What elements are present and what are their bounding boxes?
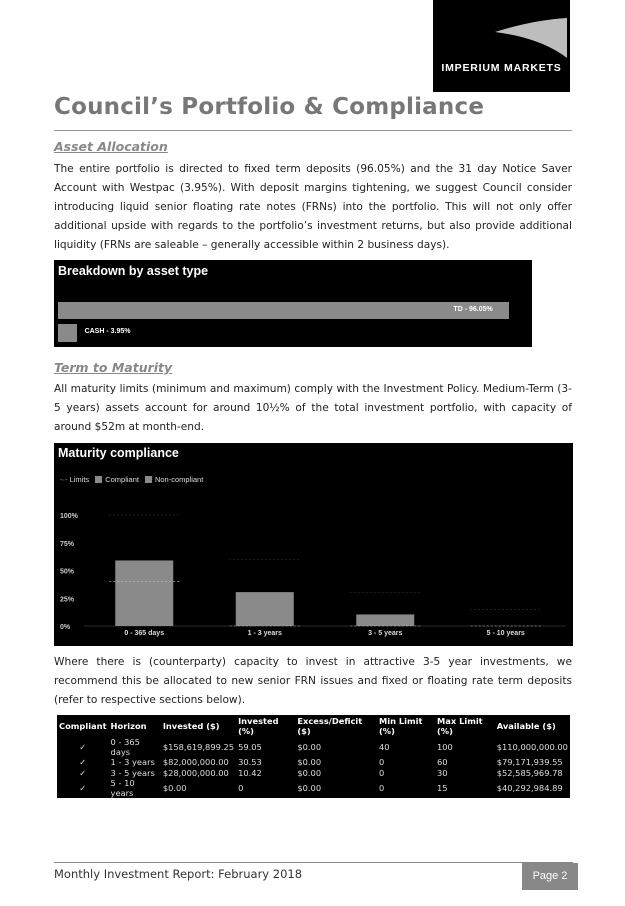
table-cell: 60: [436, 757, 448, 768]
table-cell: 0: [378, 757, 385, 768]
legend-limits: -·- Limits: [60, 475, 90, 484]
compliant-check-icon: ✓: [79, 757, 87, 768]
table-cell: 30: [436, 767, 448, 778]
table-cell: 30.53: [238, 757, 262, 768]
table-cell: $0.00: [162, 783, 187, 793]
compliant-check-icon: ✓: [79, 783, 87, 793]
table-row: [57, 778, 570, 798]
x-tick-label: 5 - 10 years: [486, 630, 525, 637]
imperium-markets-logo: [433, 0, 570, 92]
table-cell: 0 - 365 days: [110, 737, 140, 757]
page-title: Council’s Portfolio & Compliance: [54, 94, 485, 120]
title-divider: [54, 130, 572, 131]
table-cell: 1 - 3 years: [110, 757, 155, 768]
table-cell: 0: [238, 783, 244, 793]
legend-compliant: Compliant: [95, 475, 139, 484]
table-row: [57, 768, 570, 779]
table-header-cell: Min Limit (%): [378, 716, 423, 736]
table-header-cell: Invested (%): [238, 716, 279, 736]
table-cell: 15: [436, 783, 448, 793]
table-cell: 3 - 5 years: [110, 767, 155, 778]
x-tick-label: 1 - 3 years: [247, 630, 282, 637]
asset-bar-cash: [58, 324, 77, 342]
table-header-cell: Horizon: [110, 721, 147, 731]
table-header-cell: Max Limit (%): [436, 716, 483, 736]
maturity-compliance-chart: [54, 443, 573, 646]
table-cell: $158,619,899.25: [162, 742, 235, 752]
maturity-chart-title: Maturity compliance: [58, 446, 179, 460]
footer-divider: [54, 862, 573, 863]
table-cell: $52,585,969.78: [496, 767, 563, 778]
table-cell: 59.05: [238, 742, 262, 752]
table-row: [57, 737, 570, 757]
table-cell: 40: [378, 742, 390, 752]
table-header-cell: Invested ($): [162, 721, 220, 731]
y-tick-label: 25%: [60, 596, 75, 604]
asset-allocation-heading: Asset Allocation: [54, 139, 168, 154]
table-cell: $40,292,984.89: [496, 783, 563, 793]
compliant-check-icon: ✓: [79, 767, 87, 778]
compliant-check-icon: ✓: [79, 742, 87, 752]
maturity-bar: [236, 592, 294, 626]
table-cell: $0.00: [297, 783, 322, 793]
asset-allocation-paragraph: The entire portfolio is directed to fixed term deposits (96.05%) and the 31 day Notice Saver Account with Westpac (3.95%). With deposit margins tightening, we suggest Council consider introducing liquid senior floating rate notes (FRNs) into the portfolio. This will not only offer additional upside with regards to the portfolio’s investment returns, but also provide additional liquidity (FRNs are saleable – generally accessible within 2 business days).: [54, 163, 572, 251]
table-cell: 100: [436, 742, 453, 752]
legend-non-compliant: Non-compliant: [145, 475, 203, 484]
logo-swoosh-icon: [433, 0, 570, 92]
table-header-cell: Compliant: [59, 721, 107, 731]
table-cell: $82,000,000.00: [162, 757, 229, 768]
table-cell: 0: [378, 767, 385, 778]
table-cell: $0.00: [297, 757, 322, 768]
term-to-maturity-paragraph: All maturity limits (minimum and maximum) comply with the Investment Policy. Medium-Term (3-5 years) assets account for around 10½% of the total investment portfolio, with capacity of around $52m at month-end.: [54, 383, 572, 433]
maturity-table: [57, 715, 570, 798]
y-tick-label: 100%: [60, 513, 78, 520]
table-cell: $0.00: [297, 767, 322, 778]
term-to-maturity-heading: Term to Maturity: [54, 360, 173, 375]
y-tick-label: 75%: [60, 540, 75, 548]
y-tick-label: 50%: [60, 568, 75, 576]
table-cell: $79,171,939.55: [496, 757, 563, 768]
table-cell: $110,000,000.00: [496, 742, 568, 752]
table-cell: 5 - 10 years: [110, 778, 135, 798]
logo-text: IMPERIUM MARKETS: [441, 62, 562, 74]
table-header-row: [57, 715, 570, 737]
table-cell: 10.42: [238, 767, 262, 778]
footer-report-title: Monthly Investment Report: February 2018: [54, 867, 303, 881]
maturity-plot: [54, 443, 573, 646]
table-cell: $28,000,000.00: [162, 767, 229, 778]
recommendation-paragraph: Where there is (counterparty) capacity to invest in attractive 3-5 year investments, we recommend this be allocated to new senior FRN issues and fixed or floating rate term deposits (refer to respective sections below).: [54, 656, 572, 706]
asset-bar-label-cash: CASH - 3.95%: [84, 328, 131, 335]
asset-bar-td: [58, 302, 509, 319]
x-tick-label: 3 - 5 years: [368, 630, 403, 637]
table-row: [57, 757, 570, 768]
asset-type-chart: [54, 260, 532, 347]
table-header-cell: Excess/Deficit ($): [297, 716, 363, 736]
x-tick-label: 0 - 365 days: [124, 630, 165, 637]
table-cell: 0: [378, 783, 385, 793]
asset-chart-title: Breakdown by asset type: [58, 264, 209, 278]
page-number: Page 2: [522, 863, 578, 890]
table-cell: $0.00: [297, 742, 322, 752]
y-tick-label: 0%: [60, 624, 71, 631]
maturity-bar: [115, 560, 173, 626]
asset-bar-label-td: TD - 96.05%: [453, 306, 493, 313]
table-header-cell: Available ($): [496, 721, 556, 731]
maturity-bar: [356, 614, 414, 626]
